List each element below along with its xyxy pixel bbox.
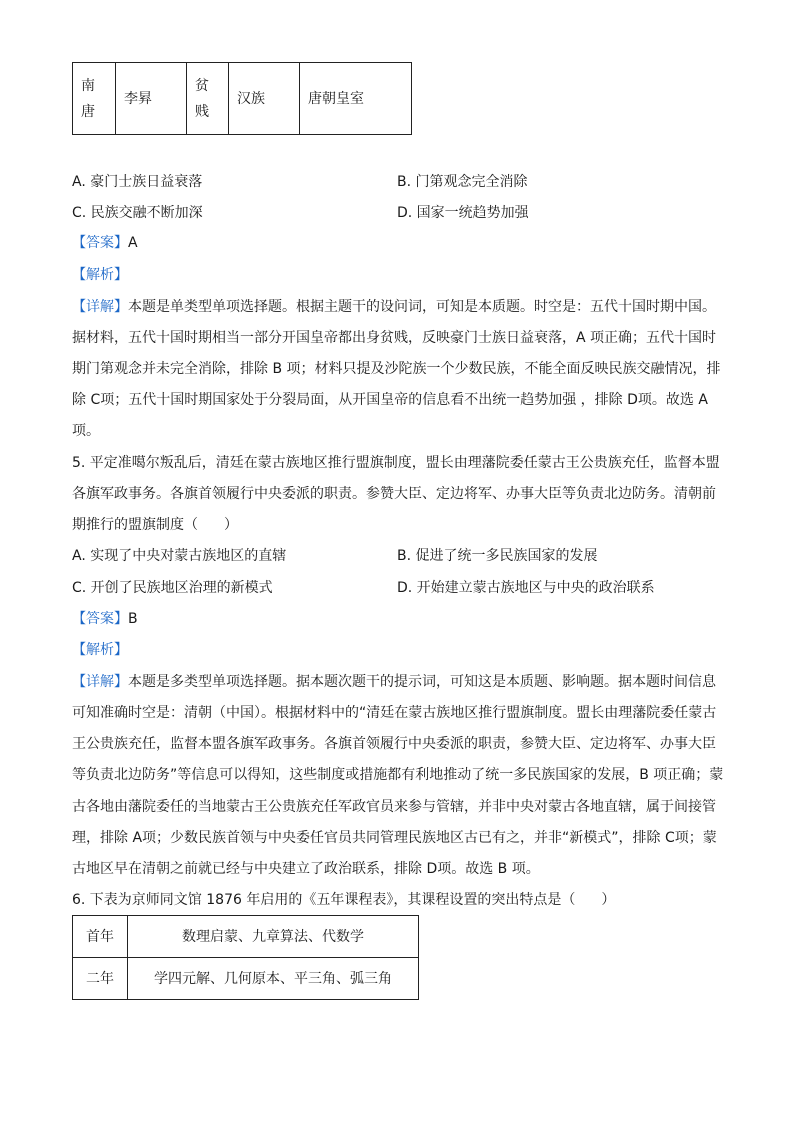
detail-tag: 【详解】 xyxy=(72,299,128,315)
q4-option-b: B. 门第观念完全消除 xyxy=(397,174,528,190)
table-cell-founder: 李昪 xyxy=(116,63,187,135)
table-row xyxy=(73,958,419,1000)
answer-tag: 【答案】 xyxy=(72,235,128,251)
table-cell-dynasty: 南唐 xyxy=(73,63,116,135)
dynasty-founders-table xyxy=(72,62,412,135)
q5-stem-line: 期推行的盟旗制度（ ） xyxy=(72,517,238,533)
q4-analysis-heading: 【解析】 xyxy=(72,267,128,283)
answer-value: B xyxy=(128,611,138,627)
q5-detail-line: 理，排除 A项；少数民族首领与中央委任官员共同管理民族地区古已有之，并非“新模式”，排除 C项；蒙 xyxy=(72,830,717,846)
q5-detail-line: 王公贵族充任，监督本盟各旗军政事务。各旗首领履行中央委派的职责，参赞大臣、定边将军、办事大臣 xyxy=(72,736,716,752)
table-cell-courses: 数理启蒙、九章算法、代数学 xyxy=(128,916,419,958)
q4-option-a: A. 豪门士族日益衰落 xyxy=(72,174,203,190)
q4-detail-line: 期门第观念并未完全消除，排除 B 项；材料只提及沙陀族一个少数民族，不能全面反映民族交融情况，排 xyxy=(72,361,721,377)
q4-option-d: D. 国家一统趋势加强 xyxy=(397,205,529,221)
q4-detail-line: 【详解】本题是单类型单项选择题。根据主题干的设问词，可知是本质题。时空是：五代十国时期中国。 xyxy=(72,299,716,315)
q6-stem: 6. 下表为京师同文馆 1876 年启用的《五年课程表》，其课程设置的突出特点是（ ） xyxy=(72,892,616,908)
answer-tag: 【答案】 xyxy=(72,611,128,627)
q5-stem-line: 各旗军政事务。各旗首领履行中央委派的职责。参赞大臣、定边将军、办事大臣等负责北边防务。清朝前 xyxy=(72,486,716,502)
answer-value: A xyxy=(128,235,138,251)
q5-option-d: D. 开始建立蒙古族地区与中央的政治联系 xyxy=(397,580,655,596)
q5-detail-line: 【详解】本题是多类型单项选择题。据本题次题干的提示词，可知这是本质题、影响题。据本题时间信息 xyxy=(72,674,716,690)
q4-option-c: C. 民族交融不断加深 xyxy=(72,205,203,221)
q5-detail-line: 古各地由藩院委任的当地蒙古王公贵族充任军政官员来参与管辖，并非中央对蒙古各地直辖，属于间接管 xyxy=(72,799,716,815)
q4-detail-line: 除 C项；五代十国时期国家处于分裂局面，从开国皇帝的信息看不出统一趋势加强 ，排除 D项。故选 A xyxy=(72,392,708,408)
curriculum-table xyxy=(72,915,419,1000)
table-cell-ethnicity: 汉族 xyxy=(229,63,300,135)
table-cell-year: 首年 xyxy=(73,916,128,958)
table-row xyxy=(73,63,412,135)
q5-analysis-heading: 【解析】 xyxy=(72,642,128,658)
table-cell-origin: 贫贱 xyxy=(187,63,229,135)
q5-detail-line: 可知准确时空是：清朝（中国）。根据材料中的“清廷在蒙古族地区推行盟旗制度。盟长由理藩院委任蒙古 xyxy=(72,705,717,721)
q4-detail-line: 项。 xyxy=(72,423,100,439)
q5-answer xyxy=(72,609,138,629)
q5-detail-line: 等负责北边防务”等信息可以得知，这些制度或措施都有利地推动了统一多民族国家的发展，B 项正确；蒙 xyxy=(72,767,724,783)
q5-option-a: A. 实现了中央对蒙古族地区的直辖 xyxy=(72,548,287,564)
q4-answer xyxy=(72,233,138,253)
detail-tag: 【详解】 xyxy=(72,674,128,690)
q5-detail-line: 古地区早在清朝之前就已经与中央建立了政治联系，排除 D项。故选 B 项。 xyxy=(72,861,540,877)
q5-stem-line: 5. 平定准噶尔叛乱后，清廷在蒙古族地区推行盟旗制度，盟长由理藩院委任蒙古王公贵族充任，监督本盟 xyxy=(72,455,720,471)
table-row xyxy=(73,916,419,958)
table-cell-year: 二年 xyxy=(73,958,128,1000)
table-cell-courses: 学四元解、几何原本、平三角、弧三角 xyxy=(128,958,419,1000)
q5-option-b: B. 促进了统一多民族国家的发展 xyxy=(397,548,598,564)
table-cell-identity: 唐朝皇室 xyxy=(300,63,412,135)
q4-detail-line: 据材料，五代十国时期相当一部分开国皇帝都出身贫贱，反映豪门士族日益衰落，A 项正确；五代十国时 xyxy=(72,330,717,346)
q5-option-c: C. 开创了民族地区治理的新模式 xyxy=(72,580,273,596)
